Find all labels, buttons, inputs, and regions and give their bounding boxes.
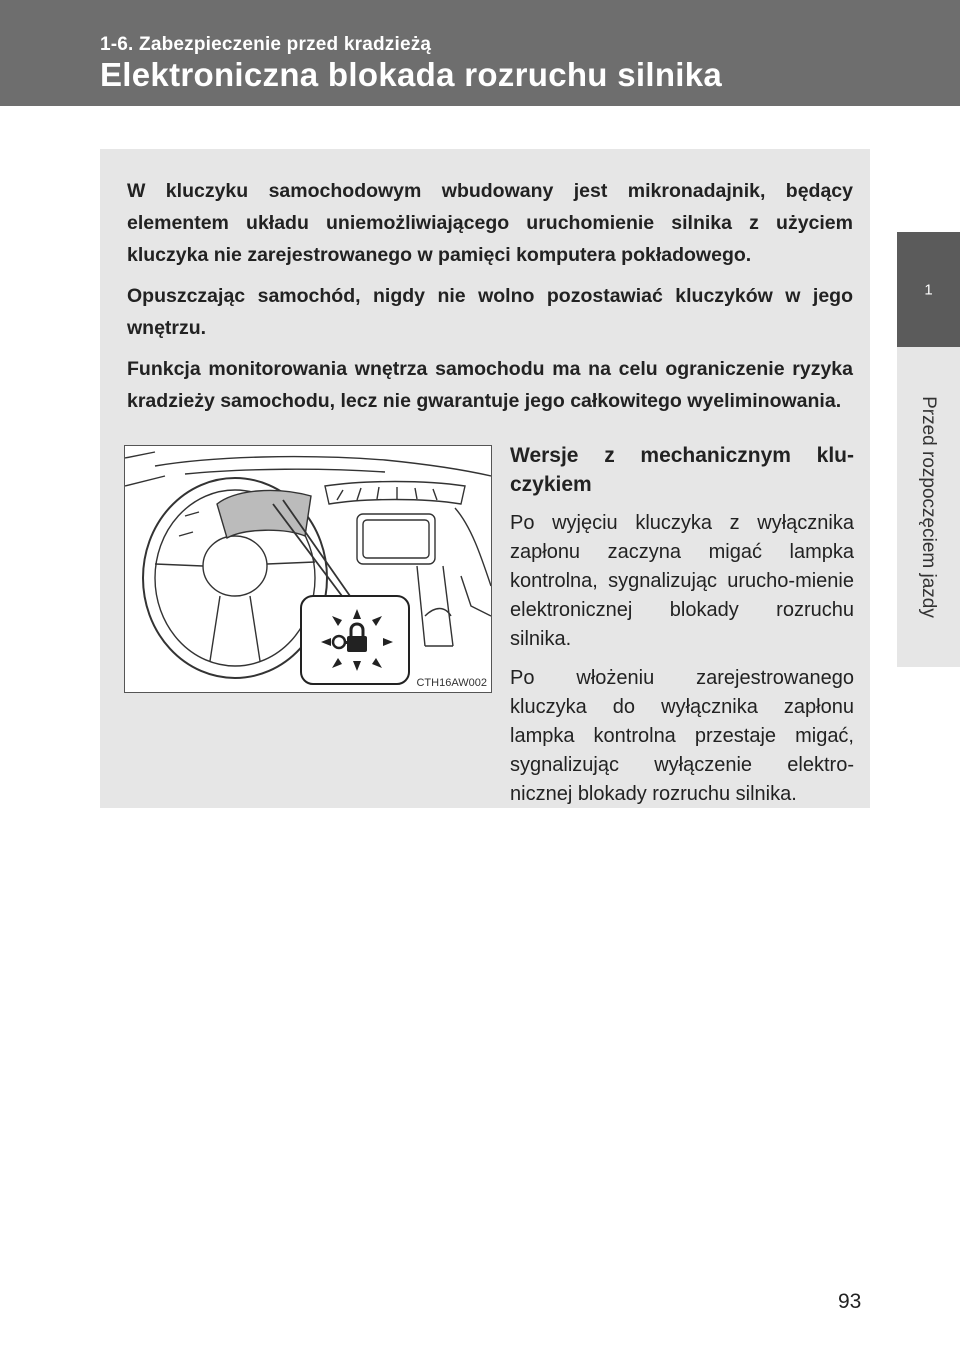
section-label: 1-6. Zabezpieczenie przed kradzieżą bbox=[100, 34, 432, 55]
chapter-tab-title bbox=[897, 347, 960, 667]
page-number: 93 bbox=[838, 1290, 862, 1313]
mechanical-key-section bbox=[510, 441, 854, 819]
immobilizer-lock-icon bbox=[301, 596, 409, 684]
page-header bbox=[0, 0, 960, 106]
content-box bbox=[100, 149, 870, 808]
intro-paragraph: W kluczyku samochodowym wbudowany jest mikronadajnik, będący elementem układu uniemożliwiającego uruchomienie silnika z użyciem kluczyka nie zarejestrowanego w pamięci komputera pokładowego. bbox=[127, 180, 853, 266]
figure-code: CTH16AW002 bbox=[416, 677, 487, 689]
intro-paragraph: Opuszczając samochód, nigdy nie wolno pozostawiać kluczyków w jego wnętrzu. bbox=[127, 285, 853, 339]
intro-text bbox=[127, 175, 853, 426]
chapter-title: Przed rozpoczęciem jazdy bbox=[918, 396, 939, 618]
intro-paragraph: Funkcja monitorowania wnętrza samochodu ma na celu ograniczenie ryzyka kradzieży samochodu, lecz nie gwarantuje jego całkowitego wyeliminowania. bbox=[127, 358, 853, 412]
body-paragraph: Po włożeniu zarejestrowanego kluczyka do wyłącznika zapłonu lampka kontrolna przestaje migać, sygnalizując wyłączenie elektro-nicznej blokady rozruchu silnika. bbox=[510, 667, 854, 805]
body-paragraph: Po wyjęciu kluczyka z wyłącznika zapłonu zaczyna migać lampka kontrolna, sygnalizując urucho-mienie elektronicznej blokady rozruchu silnika. bbox=[510, 512, 854, 650]
page-title: Elektroniczna blokada rozruchu silnika bbox=[100, 56, 723, 93]
section-heading: Wersje z mechanicznym klu-czykiem bbox=[510, 444, 854, 496]
chapter-number: 1 bbox=[924, 281, 933, 298]
dashboard-illustration bbox=[124, 445, 492, 693]
dashboard-drawing bbox=[125, 446, 491, 692]
chapter-tab bbox=[897, 232, 960, 347]
